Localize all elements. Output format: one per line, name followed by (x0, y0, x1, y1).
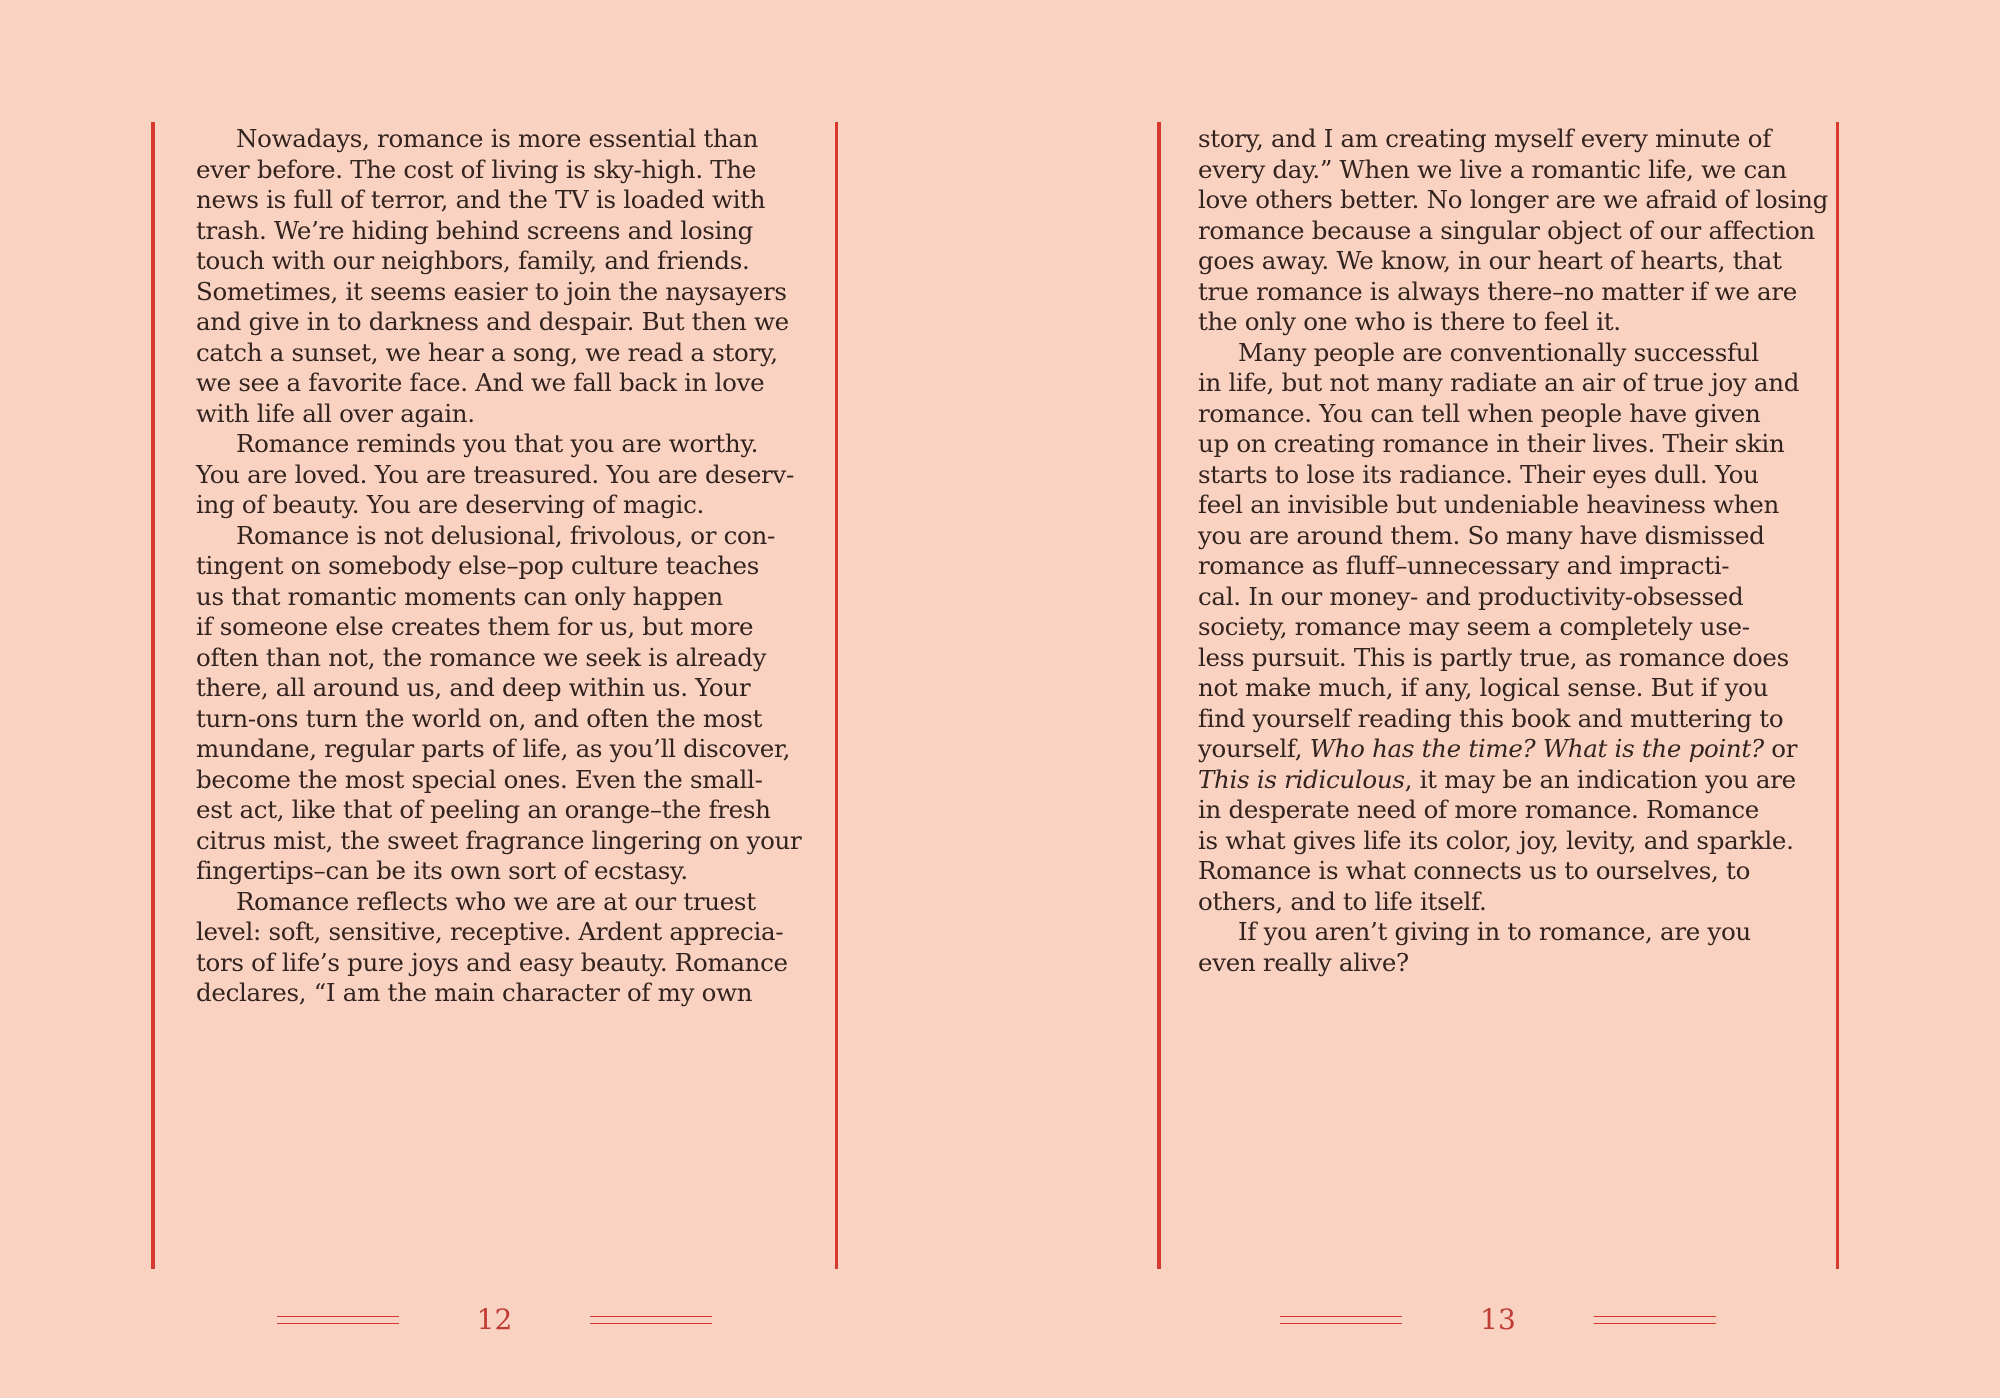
right-page-footer (1157, 1305, 1839, 1335)
left-page-right-rule (835, 122, 839, 1269)
text-line: turn-ons turn the world on, and often the most (196, 703, 763, 733)
text-line: feel an invisible but undeniable heaviness when (1198, 490, 1779, 519)
text-line: fingertips–can be its own sort of ecstasy. (196, 856, 688, 885)
text-line: catch a sunset, we hear a song, we read a story, (196, 337, 778, 367)
text-line: every day.” When we live a romantic life, we can (1198, 154, 1787, 184)
text-line: and give in to darkness and despair. But then we (196, 307, 789, 336)
text-line: with life all over again. (196, 398, 475, 428)
right-page-number: 13 (1480, 1303, 1516, 1336)
text-line: mundane, regular parts of life, as you’ll discover, (196, 734, 791, 763)
double-rule-ornament (590, 1316, 712, 1324)
text-line: is what gives life its color, joy, levity, and sparkle. (1198, 825, 1794, 855)
text-line: touch with our neighbors, family, and friends. (196, 246, 750, 275)
right-page-right-rule (1836, 122, 1840, 1269)
double-rule-ornament (1594, 1316, 1716, 1324)
page-right (1157, 122, 1839, 1269)
left-page-left-rule (151, 122, 155, 1269)
text-line: declares, “I am the main character of my own (196, 978, 753, 1007)
text-line: ever before. The cost of living is sky-high. The (196, 154, 757, 184)
text-line: This is ridiculous, it may be an indication you are (1198, 764, 1796, 794)
text-line: if someone else creates them for us, but more (196, 612, 754, 641)
double-rule-ornament (1280, 1316, 1402, 1324)
text-line: the only one who is there to feel it. (1198, 307, 1621, 336)
text-line: romance as fluff–unnecessary and impracti- (1198, 551, 1730, 580)
text-line: up on creating romance in their lives. Their skin (1198, 429, 1785, 458)
text-line: Romance is what connects us to ourselves, to (1198, 856, 1751, 885)
text-line: you are around them. So many have dismissed (1198, 520, 1765, 550)
text-line: there, all around us, and deep within us. Your (196, 673, 751, 702)
text-line: romance because a singular object of our affection (1198, 215, 1815, 245)
text-line: Romance is not delusional, frivolous, or con- (236, 520, 775, 550)
text-line: even really alive? (1198, 947, 1409, 977)
text-line: story, and I am creating myself every minute of (1198, 124, 1771, 153)
text-line: Romance reminds you that you are worthy. (236, 429, 759, 458)
text-line: citrus mist, the sweet fragrance lingering on your (196, 825, 802, 855)
left-page-text (196, 124, 801, 1009)
text-line: ing of beauty. You are deserving of magic. (196, 490, 705, 519)
text-line: tors of life’s pure joys and easy beauty. Romance (196, 947, 788, 977)
text-line: Many people are conventionally successful (1238, 337, 1759, 367)
text-line: true romance is always there–no matter if we are (1198, 276, 1797, 306)
text-line: tingent on somebody else–pop culture teaches (196, 551, 760, 580)
right-page-left-rule (1157, 122, 1161, 1269)
double-rule-ornament (277, 1316, 399, 1324)
page-left (151, 122, 838, 1269)
text-line: in desperate need of more romance. Romance (1198, 795, 1759, 824)
text-line: You are loved. You are treasured. You are deserv- (196, 459, 794, 489)
text-line: Romance reflects who we are at our truest (236, 886, 756, 916)
text-line: starts to lose its radiance. Their eyes dull. You (1198, 459, 1759, 489)
left-page-number: 12 (476, 1303, 513, 1336)
text-line: Nowadays, romance is more essential than (236, 124, 759, 153)
text-line: Sometimes, it seems easier to join the naysayers (196, 276, 787, 306)
left-page-footer (151, 1305, 838, 1335)
text-line: yourself, Who has the time? What is the point? or (1198, 734, 1798, 763)
right-page-text (1198, 124, 1828, 978)
text-line: romance. You can tell when people have given (1198, 398, 1761, 428)
text-line: society, romance may seem a completely use- (1198, 612, 1750, 641)
text-line: goes away. We know, in our heart of hearts, that (1198, 246, 1782, 275)
text-line: est act, like that of peeling an orange–the fresh (196, 795, 771, 824)
text-line: often than not, the romance we seek is already (196, 642, 767, 672)
text-line: love others better. No longer are we afraid of losing (1198, 185, 1828, 214)
text-line: in life, but not many radiate an air of true joy and (1198, 368, 1800, 397)
text-line: others, and to life itself. (1198, 886, 1487, 916)
text-line: become the most special ones. Even the small- (196, 764, 763, 794)
text-line: If you aren’t giving in to romance, are you (1238, 917, 1751, 946)
text-line: trash. We’re hiding behind screens and losing (196, 215, 753, 245)
text-line: level: soft, sensitive, receptive. Ardent apprecia- (196, 917, 784, 946)
text-line: find yourself reading this book and muttering to (1198, 703, 1784, 733)
text-line: cal. In our money- and productivity-obsessed (1198, 581, 1744, 611)
text-line: news is full of terror, and the TV is loaded with (196, 185, 766, 214)
text-line: we see a favorite face. And we fall back in love (196, 368, 765, 397)
text-line: us that romantic moments can only happen (196, 581, 723, 611)
text-line: less pursuit. This is partly true, as romance does (1198, 642, 1789, 672)
text-line: not make much, if any, logical sense. But if you (1198, 673, 1769, 702)
